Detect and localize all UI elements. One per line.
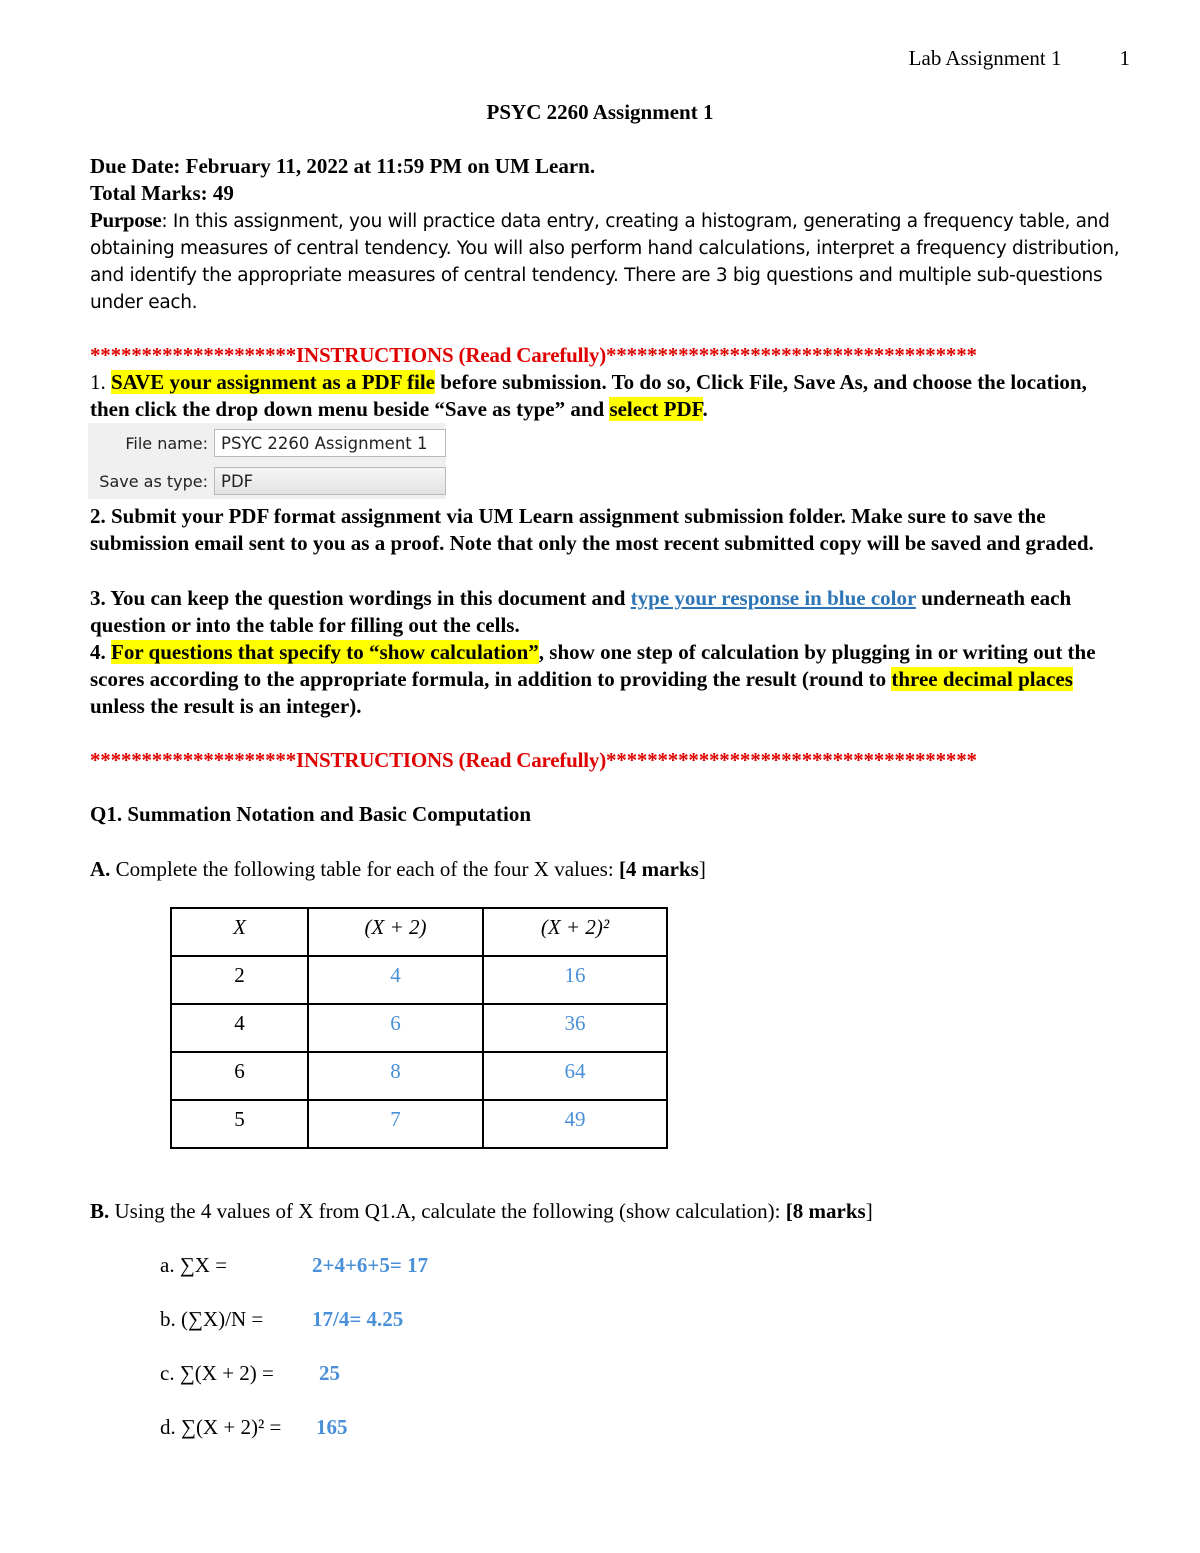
cell-answer[interactable]: 6 [308,1004,483,1052]
save-dialog-screenshot [88,423,446,499]
instruction-3-text-2: underneath each question or into the table for filling out the cells. [90,586,1072,637]
calc-a-answer[interactable]: 2+4+6+5= 17 [312,1253,429,1277]
q1-heading: Q1. Summation Notation and Basic Computation [90,802,532,826]
file-name-label: File name: [125,434,208,453]
table-row [171,1052,667,1100]
cell-answer[interactable]: 8 [308,1052,483,1100]
q1b-marks-end: ] [865,1199,873,1223]
q1a-prompt [90,856,1130,883]
cell-answer[interactable]: 64 [483,1052,667,1100]
q1a-label: A. [90,857,111,881]
calc-d-answer[interactable]: 165 [316,1415,348,1439]
cell-answer[interactable]: 49 [483,1100,667,1148]
purpose-label: Purpose [90,208,162,232]
q1b-prompt [90,1198,1130,1225]
instruction-2: 2. Submit your PDF format assignment via UM Learn assignment submission folder. Make sure to save the submission email sent to you as a proof. Note that only the most recent submitted copy will be saved and graded. [90,504,1094,555]
q1a-text: Complete the following table for each of the four X values: [110,857,619,881]
save-type-dropdown: PDF [214,467,446,495]
save-type-label: Save as type: [99,472,208,491]
due-date: Due Date: February 11, 2022 at 11:59 PM on UM Learn. [90,154,596,178]
table-header-row [171,908,667,956]
q1b-text: Using the 4 values of X from Q1.A, calculate the following (show calculation): [109,1199,786,1223]
document-title: PSYC 2260 Assignment 1 [486,100,714,124]
cell-x: 5 [171,1100,308,1148]
header-x-plus-2-squared: (X + 2)² [483,908,667,956]
blue-response-link[interactable]: type your response in blue color [630,586,916,610]
calc-c-label: c. ∑(X + 2) = [160,1361,274,1385]
instruction-3 [90,585,1130,639]
instruction-1 [90,369,1130,423]
table-row [171,1004,667,1052]
header-x-plus-2: (X + 2) [308,908,483,956]
cell-x: 4 [171,1004,308,1052]
cell-x: 6 [171,1052,308,1100]
total-marks: Total Marks: 49 [90,181,234,205]
calc-a-label: a. ∑X = [160,1253,228,1277]
calc-b-label: b. (∑X)/N = [160,1307,264,1331]
table-row [171,956,667,1004]
cell-x: 2 [171,956,308,1004]
instruction-1-end: . [702,397,708,421]
instruction-3-text: 3. You can keep the question wordings in this document and [90,586,631,610]
instruction-4-end: unless the result is an integer). [90,694,362,718]
calc-d-label: d. ∑(X + 2)² = [160,1415,282,1439]
purpose-text: : In this assignment, you will practice data entry, creating a histogram, generating a frequency table, and obtaining measures of central tendency. You will also perform hand calculations, interpret a frequency distribution, and identify the appropriate measures of central tendency. There are 3 big questions and multiple sub-questions under each. [90,211,1120,313]
instruction-1-text: before submission. To do so, Click File, Save As, and choose the location, then click the drop down menu beside “Save as type” and [90,370,1087,421]
q1a-marks-end: ] [698,857,706,881]
instruction-4-number: 4. [90,640,111,664]
cell-answer[interactable]: 4 [308,956,483,1004]
q1b-marks: [8 marks [785,1199,866,1223]
cell-answer[interactable]: 36 [483,1004,667,1052]
instruction-1-highlight: SAVE your assignment as a PDF file [111,370,435,394]
q1a-marks: [4 marks [618,857,699,881]
header-x: X [171,908,308,956]
cell-answer[interactable]: 7 [308,1100,483,1148]
instruction-1-highlight-2: select PDF [609,397,703,421]
file-name-field: PSYC 2260 Assignment 1 [214,429,446,457]
running-title: Lab Assignment 1 [908,46,1062,70]
cell-answer[interactable]: 16 [483,956,667,1004]
instruction-4 [90,639,1130,720]
instruction-4-highlight-2: three decimal places [891,667,1073,691]
instructions-banner-bottom: ********************INSTRUCTIONS (Read Carefully)************************************ [90,748,977,772]
instruction-4-text: , show one step of calculation by plugging in or writing out the scores according to the appropriate formula, in addition to providing the result (round to [90,640,1096,691]
q1a-table [170,907,668,1149]
running-header [909,46,1130,71]
calc-b-answer[interactable]: 17/4= 4.25 [312,1307,404,1331]
page-number: 1 [1119,46,1130,70]
table-row [171,1100,667,1148]
q1b-label: B. [90,1199,110,1223]
instruction-1-number: 1. [90,370,111,394]
instruction-4-highlight: For questions that specify to “show calculation” [111,640,539,664]
purpose-paragraph [90,207,1130,316]
instructions-banner-top: ********************INSTRUCTIONS (Read Carefully)************************************ [90,343,977,367]
assignment-info [90,153,1130,316]
calc-c-answer[interactable]: 25 [319,1361,340,1385]
